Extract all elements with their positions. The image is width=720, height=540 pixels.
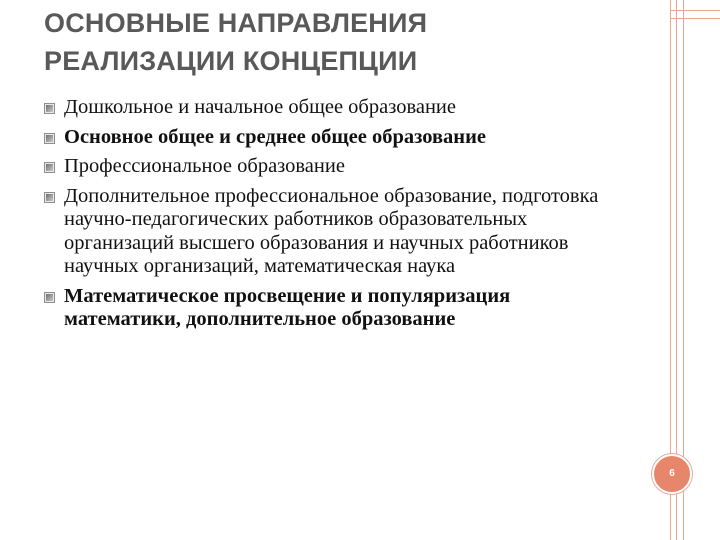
- list-item-text: Математическое просвещение и популяризация математики, дополнительное образование: [64, 284, 511, 330]
- list-item-text: Дополнительное профессиональное образование, подготовка научно-педагогических работников образовательных организаций высшего образования и научных работников научных организаций, математическая наука: [64, 184, 599, 277]
- list-item: [44, 96, 624, 120]
- list-item: [44, 285, 624, 332]
- list-item: [44, 155, 624, 179]
- list-item: [44, 185, 624, 279]
- bullet-list: [44, 96, 624, 338]
- list-item-text: Основное общее и среднее общее образование: [64, 125, 487, 148]
- square-bullet-icon: [44, 292, 55, 303]
- list-item: [44, 126, 624, 150]
- page-number: 6: [669, 468, 675, 479]
- page-number-badge: [652, 454, 692, 494]
- slide-title-line: РЕАЛИЗАЦИИ КОНЦЕПЦИИ: [44, 46, 418, 76]
- list-item-text: Профессиональное образование: [64, 155, 345, 177]
- frame-horizontal-line: [670, 10, 720, 11]
- square-bullet-icon: [44, 103, 55, 114]
- square-bullet-icon: [44, 133, 55, 144]
- square-bullet-icon: [44, 162, 55, 173]
- frame-horizontal-line: [670, 18, 720, 19]
- slide-title: [44, 4, 604, 80]
- slide-title-line: ОСНОВНЫЕ НАПРАВЛЕНИЯ: [44, 8, 428, 38]
- list-item-text: Дошкольное и начальное общее образование: [64, 96, 456, 118]
- square-bullet-icon: [44, 192, 55, 203]
